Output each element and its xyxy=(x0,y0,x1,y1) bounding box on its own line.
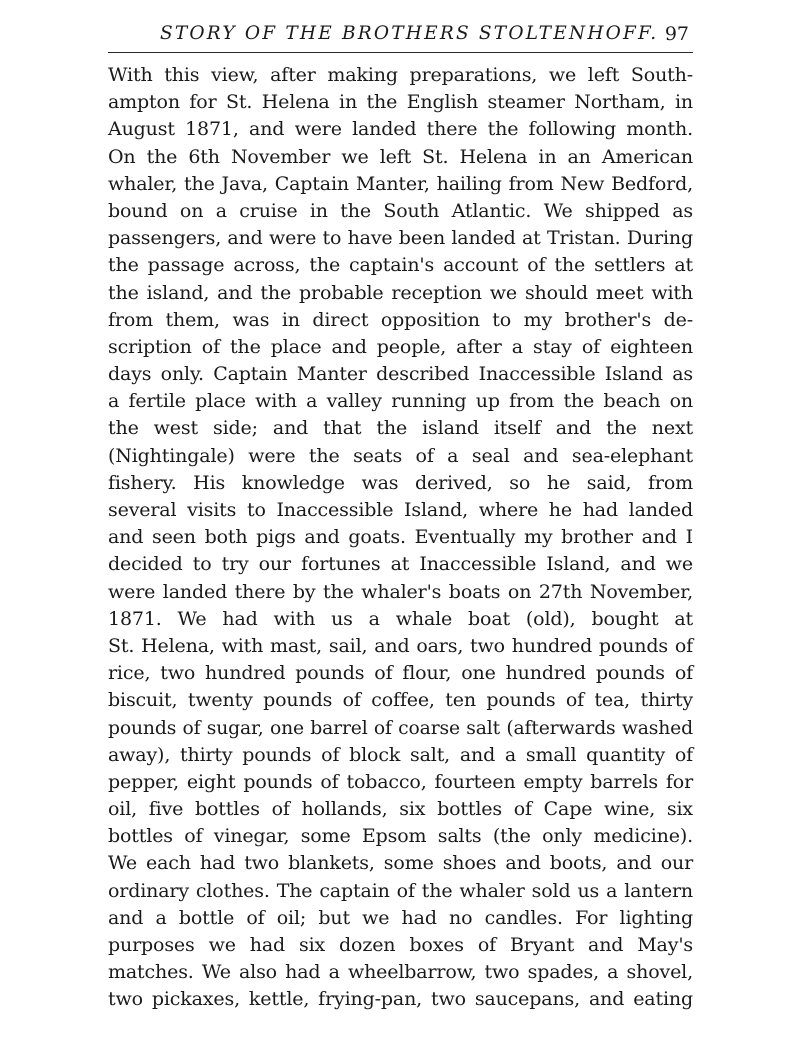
running-head xyxy=(108,20,693,50)
text-line: the island, and the probable reception we should meet with xyxy=(108,281,693,304)
text-line: the west side; and that the island itself and the next xyxy=(108,417,693,440)
text-line: (Nightingale) were the seats of a seal and sea-elephant xyxy=(108,444,693,467)
text-line: rice, two hundred pounds of flour, one hundred pounds of xyxy=(108,662,693,685)
text-line: away), thirty pounds of block salt, and a small quantity of xyxy=(108,743,693,766)
text-line: biscuit, twenty pounds of coffee, ten pounds of tea, thirty xyxy=(108,689,693,712)
text-line: were landed there by the whaler's boats on 27th November, xyxy=(108,580,693,603)
text-line: the passage across, the captain's account of the settlers at xyxy=(108,254,693,277)
text-line: and seen both pigs and goats. Eventually my brother and I xyxy=(108,526,693,549)
text-line: 1871. We had with us a whale boat (old), bought at xyxy=(108,607,693,630)
text-line: bottles of vinegar, some Epsom salts (the only medicine). xyxy=(108,825,693,848)
text-line: purposes we had six dozen boxes of Bryant and May's xyxy=(108,934,693,956)
text-line: With this view, after making preparations, we left South- xyxy=(108,64,693,86)
text-line: from them, was in direct opposition to my brother's de- xyxy=(108,308,693,331)
text-line: passengers, and were to have been landed at Tristan. During xyxy=(108,227,693,250)
text-line: oil, five bottles of hollands, six bottles of Cape wine, six xyxy=(108,798,693,821)
text-line: matches. We also had a wheelbarrow, two spades, a shovel, xyxy=(108,961,693,984)
text-line: several visits to Inaccessible Island, where he had landed xyxy=(108,499,693,521)
running-title: STORY OF THE BROTHERS STOLTENHOFF. xyxy=(160,23,659,44)
text-line: whaler, the Java, Captain Manter, hailing from New Bedford, xyxy=(108,172,693,195)
text-line: pepper, eight pounds of tobacco, fourteen empty barrels for xyxy=(108,770,693,793)
body-paragraph xyxy=(108,62,693,1014)
text-line: We each had two blankets, some shoes and boots, and our xyxy=(108,852,693,875)
text-line: days only. Captain Manter described Inaccessible Island as xyxy=(108,363,693,386)
text-line: fishery. His knowledge was derived, so he said, from xyxy=(108,471,693,494)
text-line: a fertile place with a valley running up from the beach on xyxy=(108,390,693,413)
page-number: 97 xyxy=(664,23,689,45)
text-line: ordinary clothes. The captain of the whaler sold us a lantern xyxy=(108,879,693,902)
text-line: decided to try our fortunes at Inaccessible Island, and we xyxy=(108,553,693,576)
header-rule xyxy=(108,52,693,53)
text-line: scription of the place and people, after a stay of eighteen xyxy=(108,335,693,358)
text-line: pounds of sugar, one barrel of coarse salt (afterwards washed xyxy=(108,717,693,739)
text-line: and a bottle of oil; but we had no candles. For lighting xyxy=(108,906,693,929)
text-line: ampton for St. Helena in the English steamer Northam, in xyxy=(108,91,693,114)
text-line: St. Helena, with mast, sail, and oars, two hundred pounds of xyxy=(108,634,693,657)
text-line: bound on a cruise in the South Atlantic. We shipped as xyxy=(108,199,693,222)
text-line: two pickaxes, kettle, frying-pan, two saucepans, and eating xyxy=(108,988,693,1011)
text-line: August 1871, and were landed there the following month. xyxy=(108,118,693,141)
text-line: On the 6th November we left St. Helena in an American xyxy=(108,145,693,168)
